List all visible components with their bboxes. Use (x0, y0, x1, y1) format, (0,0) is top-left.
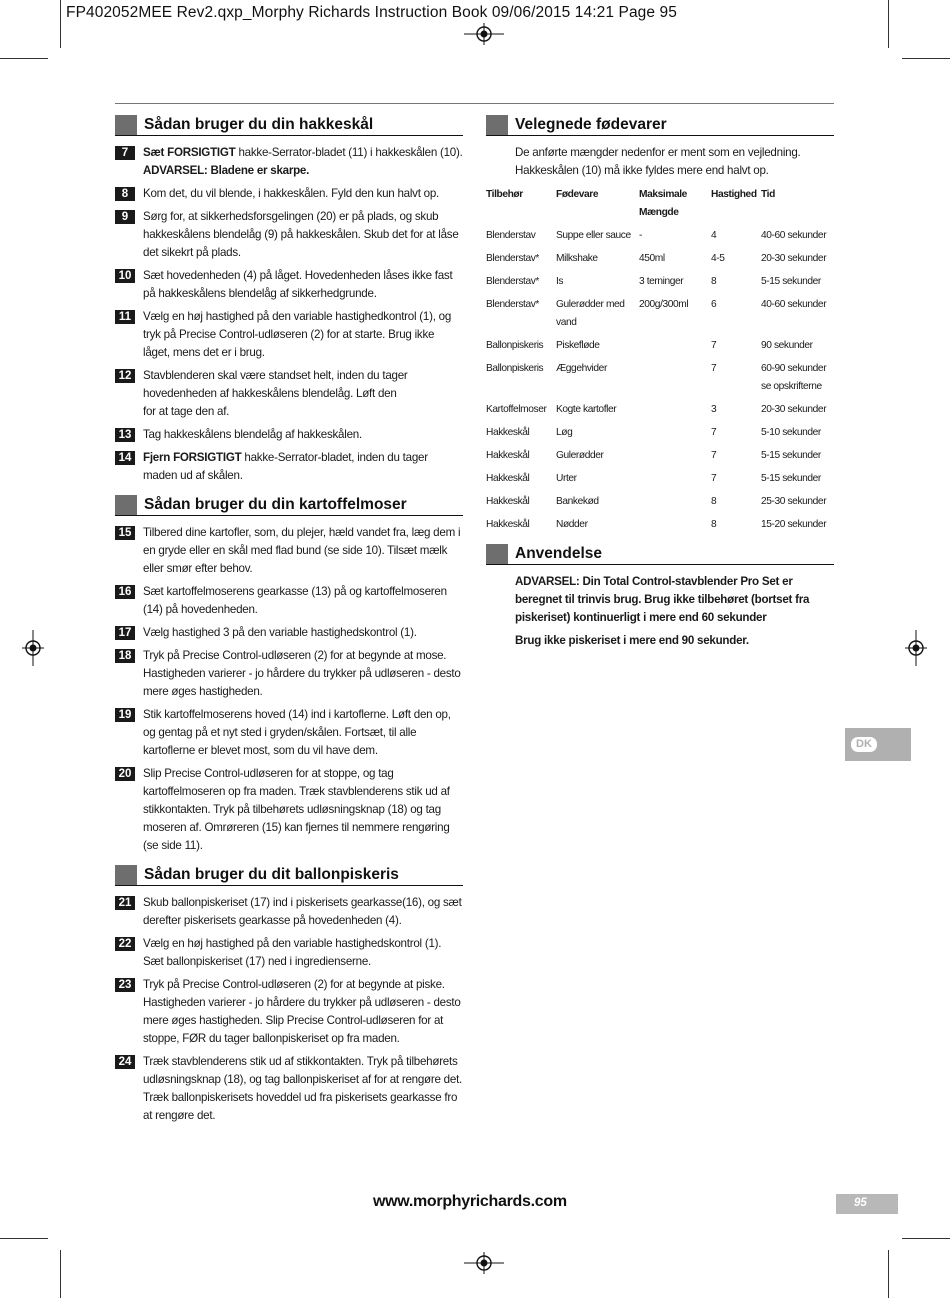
step-number: 15 (115, 526, 135, 540)
step-text: Sørg for, at sikkerhedsforsgelingen (20) er på plads, og skub hakkeskålens blendelåg (9) på hakkeskålen. Skub det for at låse det sikekrt på plads. (143, 210, 459, 259)
table-row (486, 291, 836, 332)
step-number: 22 (115, 937, 135, 951)
section-heading (115, 494, 463, 516)
step-body: for at tage den af. (143, 405, 230, 418)
step-number: 11 (115, 310, 135, 324)
step-number: 14 (115, 451, 135, 465)
table-cell: Hakkeskål (486, 473, 530, 484)
table-cell: Blenderstav* (486, 276, 539, 287)
heading-marker (115, 865, 137, 885)
step-number: 7 (115, 146, 135, 160)
table-row (486, 268, 836, 291)
print-header: FP402052MEE Rev2.qxp_Morphy Richards Instruction Book 09/06/2015 14:21 Page 95 (66, 4, 677, 21)
heading-marker (115, 495, 137, 515)
table-cell: Bankekød (556, 496, 599, 507)
step-warning: ADVARSEL: Bladene er skarpe. (143, 164, 310, 177)
table-cell: Gulerødder med vand (556, 299, 625, 328)
instruction-step (115, 449, 463, 485)
table-cell: Kartoffelmoser (486, 404, 547, 415)
instruction-step (115, 1053, 463, 1125)
section-title: Sådan bruger du din hakkeskål (144, 116, 374, 133)
step-number: 12 (115, 369, 135, 383)
step-body: hakke-Serrator-bladet, inden du tager maden ud af skålen. (143, 451, 428, 482)
table-row (486, 488, 836, 511)
language-tab (845, 728, 911, 761)
instruction-step (115, 583, 463, 619)
language-badge: DK (851, 737, 877, 752)
foods-table (486, 186, 836, 534)
step-number: 10 (115, 269, 135, 283)
table-cell: 5-15 sekunder (761, 276, 821, 287)
step-lead: Sæt FORSIGTIGT (143, 146, 236, 159)
table-row (486, 465, 836, 488)
warning-text: ADVARSEL: Din Total Control-stavblender Pro Set er beregnet til trinvis brug. Brug ikke tilbehøret (bortset fra piskeriset) kontinuerligt i mere end 60 sekunder (515, 575, 810, 624)
table-intro: De anførte mængder nedenfor er ment som en vejledning. Hakkeskålen (10) må ikke fyldes mere end halvt op. (515, 146, 801, 177)
table-cell: Hakkeskål (486, 519, 530, 530)
table-cell: 4-5 (711, 253, 725, 264)
step-text: Vælg hastighed 3 på den variable hastighedskontrol (1). (143, 626, 417, 639)
table-cell: 40-60 sekunder (761, 230, 827, 241)
crop-mark (0, 1238, 48, 1239)
step-body: hakke-Serrator-bladet (11) i hakkeskålen (10). (235, 146, 463, 159)
step-text: Tilbered dine kartofler, som, du plejer, hæld vandet fra, læg dem i en gryde eller en skål med flad bund (se side 10). Tilsæt mælk eller smør efter behov. (143, 526, 461, 575)
table-cell: Ballonpiskeris (486, 340, 544, 351)
table-cell: Æggehvider (556, 363, 607, 374)
column-header: Tid (761, 189, 775, 200)
step-text: Vælg en høj hastighed på den variable hastighedskontrol (1). Sæt ballonpiskeriset (17) ned i ingredienserne. (143, 937, 442, 968)
instruction-step (115, 426, 463, 444)
column-header: Maksimale Mængde (639, 189, 687, 218)
section-title: Sådan bruger du din kartoffelmoser (144, 496, 407, 513)
table-cell: Gulerødder (556, 450, 604, 461)
instruction-step (115, 185, 463, 203)
table-cell: 4 (711, 230, 717, 241)
instruction-step (115, 524, 463, 578)
table-cell: 25-30 sekunder (761, 496, 827, 507)
step-text: Stik kartoffelmoserens hoved (14) ind i kartoflerne. Løft den op, og gentag på et nyt sted i gryden/skålen. Fortsæt, til alle kartoflerne er blevet most, som du vil have dem. (143, 708, 451, 757)
table-cell: 7 (711, 363, 717, 374)
instruction-step (115, 976, 463, 1048)
table-cell: 6 (711, 299, 717, 310)
table-row (486, 332, 836, 355)
section-heading (486, 543, 834, 565)
registration-mark-icon (22, 630, 44, 666)
table-cell: Hakkeskål (486, 496, 530, 507)
table-cell: Hakkeskål (486, 427, 530, 438)
table-cell: Kogte kartofler (556, 404, 617, 415)
instruction-step (115, 624, 463, 642)
instruction-step (115, 367, 463, 421)
table-row (486, 442, 836, 465)
table-row (486, 396, 836, 419)
column-header: Fødevare (556, 189, 599, 200)
step-number: 8 (115, 187, 135, 201)
table-cell: 20-30 sekunder (761, 253, 827, 264)
instruction-step (115, 706, 463, 760)
table-cell (639, 419, 711, 442)
table-cell (639, 465, 711, 488)
table-cell: Blenderstav* (486, 253, 539, 264)
step-number: 24 (115, 1055, 135, 1069)
step-number: 18 (115, 649, 135, 663)
table-cell: 7 (711, 450, 717, 461)
crop-mark (888, 1250, 889, 1298)
step-number: 19 (115, 708, 135, 722)
table-row (486, 419, 836, 442)
section-heading (115, 864, 463, 886)
step-text (143, 449, 463, 485)
instruction-step (115, 765, 463, 855)
step-text: Vælg en høj hastighed på den variable hastighedkontrol (1), og tryk på Precise Control-udløseren (2) for at starte. Brug ikke låget, mens det er i brug. (143, 310, 452, 359)
instruction-step (115, 647, 463, 701)
step-text: Slip Precise Control-udløseren for at stoppe, og tag kartoffelmoseren op fra maden. Træk stavblenderens stik ud af stikkontakten. Tryk på tilbehørets udløsningsknap (18) og tag moseren af. Omrøreren (15) kan fjernes til nemmere rengøring (se side 11). (143, 767, 450, 852)
step-number: 20 (115, 767, 135, 781)
table-cell: 40-60 sekunder (761, 299, 827, 310)
table-cell: 7 (711, 473, 717, 484)
top-rule (115, 103, 834, 104)
section-heading (115, 114, 463, 136)
table-cell (639, 488, 711, 511)
table-cell: 3 terninger (639, 276, 684, 287)
step-number: 17 (115, 626, 135, 640)
table-cell: 5-15 sekunder (761, 473, 821, 484)
column-header: Hastighed (711, 189, 757, 200)
table-cell: Ballonpiskeris (486, 363, 544, 374)
instruction-step (115, 308, 463, 362)
section-title: Anvendelse (515, 545, 603, 562)
table-cell: Milkshake (556, 253, 598, 264)
table-cell: Hakkeskål (486, 450, 530, 461)
step-text: Skub ballonpiskeriset (17) ind i piskerisets gearkasse(16), og sæt derefter piskerisets gearkasse på hovedenheden (4). (143, 896, 462, 927)
crop-mark (60, 0, 61, 48)
page-number-box (836, 1194, 898, 1214)
step-number: 23 (115, 978, 135, 992)
step-number: 13 (115, 428, 135, 442)
column-header: Tilbehør (486, 189, 523, 200)
step-text (143, 367, 463, 421)
instruction-step (115, 208, 463, 262)
crop-mark (60, 1250, 61, 1298)
step-body: Stavblenderen skal være standset helt, inden du tager hovedenheden af hakkeskålens blendelåg. Løft den (143, 369, 408, 400)
section-heading (486, 114, 834, 136)
step-number: 21 (115, 896, 135, 910)
table-row (486, 222, 836, 245)
table-cell (639, 442, 711, 465)
step-text: Tag hakkeskålens blendelåg af hakkeskålen. (143, 428, 362, 441)
step-lead: Fjern FORSIGTIGT (143, 451, 242, 464)
table-cell: Suppe eller sauce (556, 230, 631, 241)
table-cell: Blenderstav (486, 230, 536, 241)
table-cell: Is (556, 276, 564, 287)
left-column (115, 114, 463, 1130)
table-row (486, 245, 836, 268)
website-url: www.morphyrichards.com (373, 1193, 567, 1210)
table-cell: 7 (711, 340, 717, 351)
table-cell: 20-30 sekunder (761, 404, 827, 415)
table-cell: Piskefløde (556, 340, 600, 351)
crop-mark (902, 1238, 950, 1239)
table-cell (639, 332, 711, 355)
instruction-step (115, 144, 463, 180)
table-cell: 5-15 sekunder (761, 450, 821, 461)
table-row (486, 355, 836, 396)
crop-mark (888, 0, 889, 48)
warning-text: Brug ikke piskeriset i mere end 90 sekunder. (515, 634, 749, 647)
step-text: Træk stavblenderens stik ud af stikkontakten. Tryk på tilbehørets udløsningsknap (18), og tag ballonpiskeriset af for at rengøre det. Træk ballonpiskerisets hoveddel ud fra piskerisets gearkasse fro at rengøre det. (143, 1055, 463, 1122)
table-cell: Urter (556, 473, 577, 484)
section-title: Velegnede fødevarer (515, 116, 667, 133)
table-cell: 450ml (639, 253, 665, 264)
table-cell: 60-90 sekunder se opskrifterne (761, 363, 827, 392)
table-cell (639, 355, 711, 396)
instruction-step (115, 894, 463, 930)
table-body (486, 222, 836, 534)
table-cell: 8 (711, 276, 717, 287)
right-column (486, 114, 834, 655)
step-text: Tryk på Precise Control-udløseren (2) for at begynde at piske. Hastigheden varierer - jo hårdere du trykker på udløseren - desto mere øges hastigheden. Slip Precise Control-udløseren for at stoppe, FØR du tager ballonpiskeriset op fra maden. (143, 978, 461, 1045)
step-text (143, 144, 463, 180)
step-text: Tryk på Precise Control-udløseren (2) for at begynde at mose. Hastigheden varierer - jo hårdere du trykker på udløseren - desto mere øges hastigheden. (143, 649, 461, 698)
step-number: 9 (115, 210, 135, 224)
table-row (486, 511, 836, 534)
table-cell: 8 (711, 496, 717, 507)
heading-marker (486, 115, 508, 135)
registration-mark-icon (464, 1252, 504, 1274)
instruction-step (115, 935, 463, 971)
page-number: 95 (854, 1197, 867, 1209)
table-cell (639, 396, 711, 419)
table-cell: Blenderstav* (486, 299, 539, 310)
heading-marker (486, 544, 508, 564)
step-text: Sæt kartoffelmoserens gearkasse (13) på og kartoffelmoseren (14) på hovedenheden. (143, 585, 447, 616)
table-cell: 200g/300ml (639, 299, 689, 310)
step-text: Sæt hovedenheden (4) på låget. Hovedenheden låses ikke fast på hakkeskålens blendelåg af sikkerhedgrunde. (143, 269, 453, 300)
table-cell: 8 (711, 519, 717, 530)
table-cell: 5-10 sekunder (761, 427, 821, 438)
instruction-step (115, 267, 463, 303)
table-header-row (486, 186, 836, 222)
table-cell: Nødder (556, 519, 588, 530)
table-cell: 90 sekunder (761, 340, 813, 351)
table-cell: Løg (556, 427, 573, 438)
table-cell (639, 511, 711, 534)
heading-marker (115, 115, 137, 135)
table-cell: - (639, 230, 642, 241)
section-title: Sådan bruger du dit ballonpiskeris (144, 866, 399, 883)
crop-mark (0, 58, 48, 59)
step-text: Kom det, du vil blende, i hakkeskålen. Fyld den kun halvt op. (143, 187, 440, 200)
table-cell: 15-20 sekunder (761, 519, 827, 530)
step-number: 16 (115, 585, 135, 599)
registration-mark-icon (464, 23, 504, 45)
table-cell: 3 (711, 404, 717, 415)
registration-mark-icon (905, 630, 927, 666)
table-cell: 7 (711, 427, 717, 438)
crop-mark (902, 58, 950, 59)
